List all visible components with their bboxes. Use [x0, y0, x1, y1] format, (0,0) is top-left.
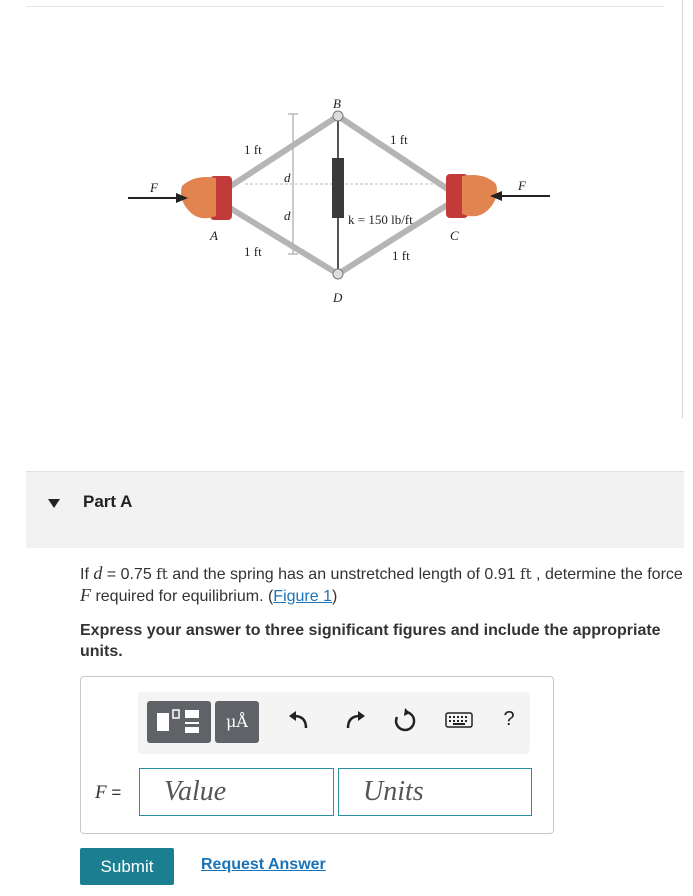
mechanism-figure — [120, 88, 560, 308]
math-toolbar — [138, 692, 530, 754]
top-divider — [26, 6, 664, 7]
submit-button[interactable]: Submit — [80, 848, 174, 885]
question-text: If d = 0.75 ft and the spring has an unstretched length of 0.91 ft , determine the force F required for equilibrium. (Figure 1) — [80, 563, 683, 605]
label-len-bottom-left: 1 ft — [244, 244, 262, 259]
label-d-top: d — [284, 170, 291, 185]
spring — [332, 158, 344, 218]
pin-D — [333, 269, 343, 279]
right-divider — [682, 0, 683, 418]
figure-link[interactable]: Figure 1 — [273, 588, 332, 605]
units-icon[interactable]: μÅ — [215, 701, 259, 743]
label-A: A — [210, 228, 218, 243]
label-d-bottom: d — [284, 208, 291, 223]
request-answer-link[interactable]: Request Answer — [201, 856, 326, 873]
label-B: B — [333, 96, 341, 111]
label-F-left: F — [150, 180, 158, 195]
label-C: C — [450, 228, 459, 243]
label-D: D — [333, 290, 343, 305]
collapse-caret-icon[interactable] — [48, 499, 60, 508]
label-len-top-right: 1 ft — [390, 132, 408, 147]
keyboard-icon[interactable] — [444, 708, 474, 736]
units-input[interactable]: Units — [338, 768, 532, 816]
part-title: Part A — [83, 492, 133, 511]
reset-icon[interactable] — [392, 708, 418, 736]
pin-B — [333, 111, 343, 121]
label-spring-k: k = 150 lb/ft — [348, 212, 413, 227]
answer-label: F = — [95, 782, 122, 803]
templates-icon[interactable] — [147, 701, 211, 743]
value-input[interactable]: Value — [139, 768, 334, 816]
redo-icon[interactable] — [342, 708, 368, 736]
instruction-text: Express your answer to three significant figures and include the appropriate units. — [80, 622, 661, 660]
help-icon[interactable]: ? — [503, 708, 515, 730]
label-len-bottom-right: 1 ft — [392, 248, 410, 263]
label-F-right: F — [518, 178, 526, 193]
undo-icon[interactable] — [286, 708, 312, 736]
label-len-top-left: 1 ft — [244, 142, 262, 157]
